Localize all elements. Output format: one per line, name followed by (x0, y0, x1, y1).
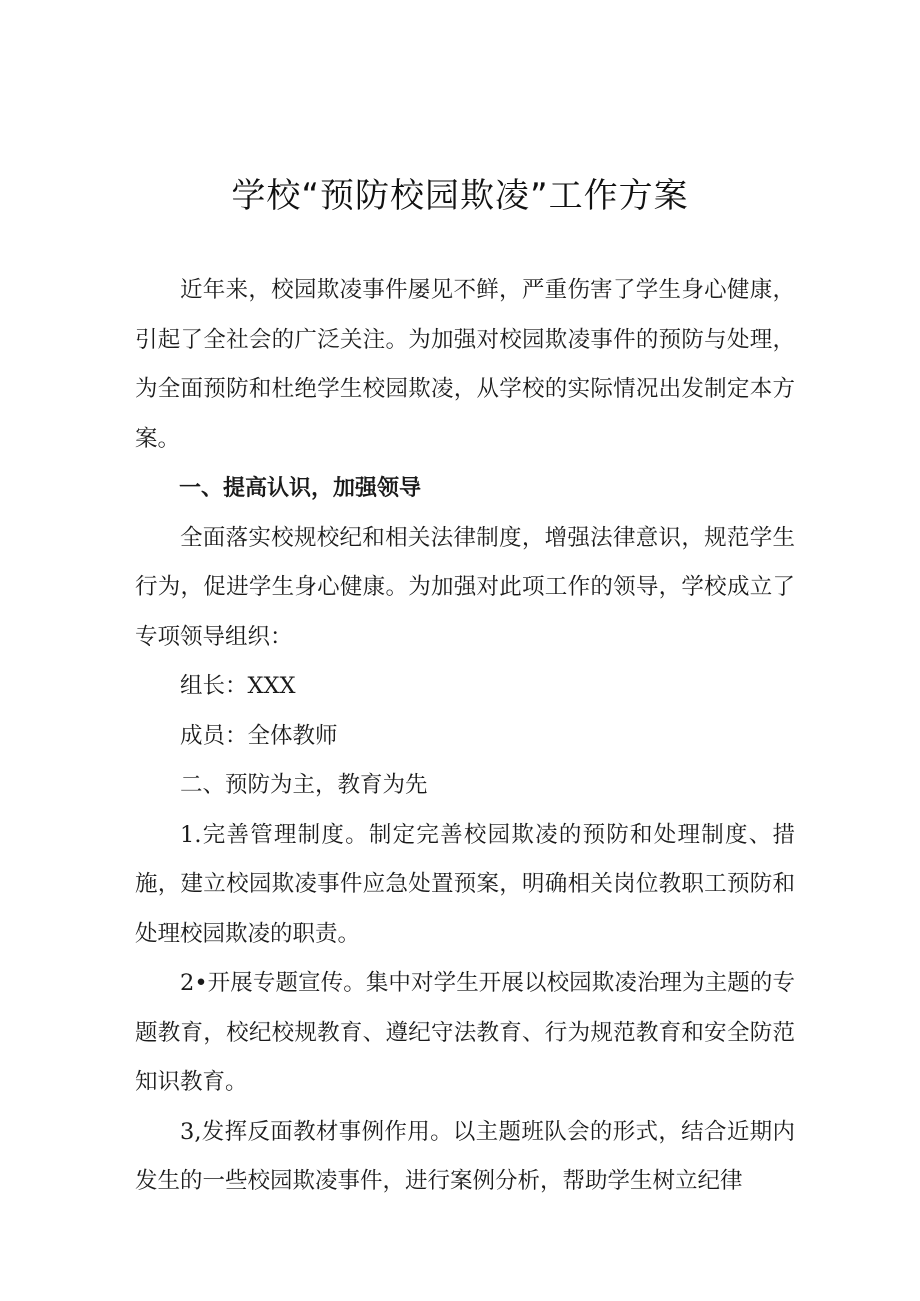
item-2-paragraph: 2•开展专题宣传。集中对学生开展以校园欺凌治理为主题的专题教育，校纪校规教育、遵纪守法教育、行为规范教育和安全防范知识教育。 (135, 970, 795, 1095)
item-1-paragraph: 1.完善管理制度。制定完善校园欺凌的预防和处理制度、措施，建立校园欺凌事件应急处置预案，明确相关岗位教职工预防和处理校园欺凌的职责。 (135, 821, 795, 947)
team-leader-line: 组长：XXX (180, 673, 296, 699)
item-3-paragraph: 3,发挥反面教材事例作用。以主题班队会的形式，结合近期内发生的一些校园欺凌事件，进行案例分析，帮助学生树立纪律 (135, 1118, 795, 1194)
section-1-paragraph: 全面落实校规校纪和相关法律制度，增强法律意识，规范学生行为，促进学生身心健康。为加强对此项工作的领导，学校成立了专项领导组织： (135, 524, 795, 650)
intro-paragraph: 近年来，校园欺凌事件屡见不鲜，严重伤害了学生身心健康，引起了全社会的广泛关注。为加强对校园欺凌事件的预防与处理，为全面预防和杜绝学生校园欺凌，从学校的实际情况出发制定本方案。 (135, 277, 795, 452)
team-members-line: 成员：全体教师 (180, 722, 338, 749)
document-body (135, 266, 795, 1207)
section-heading-2: 二、预防为主，教育为先 (180, 772, 428, 798)
section-heading-1: 一、提高认识，加强领导 (179, 476, 422, 501)
document-title: 学校“预防校园欺凌”工作方案 (231, 176, 689, 216)
